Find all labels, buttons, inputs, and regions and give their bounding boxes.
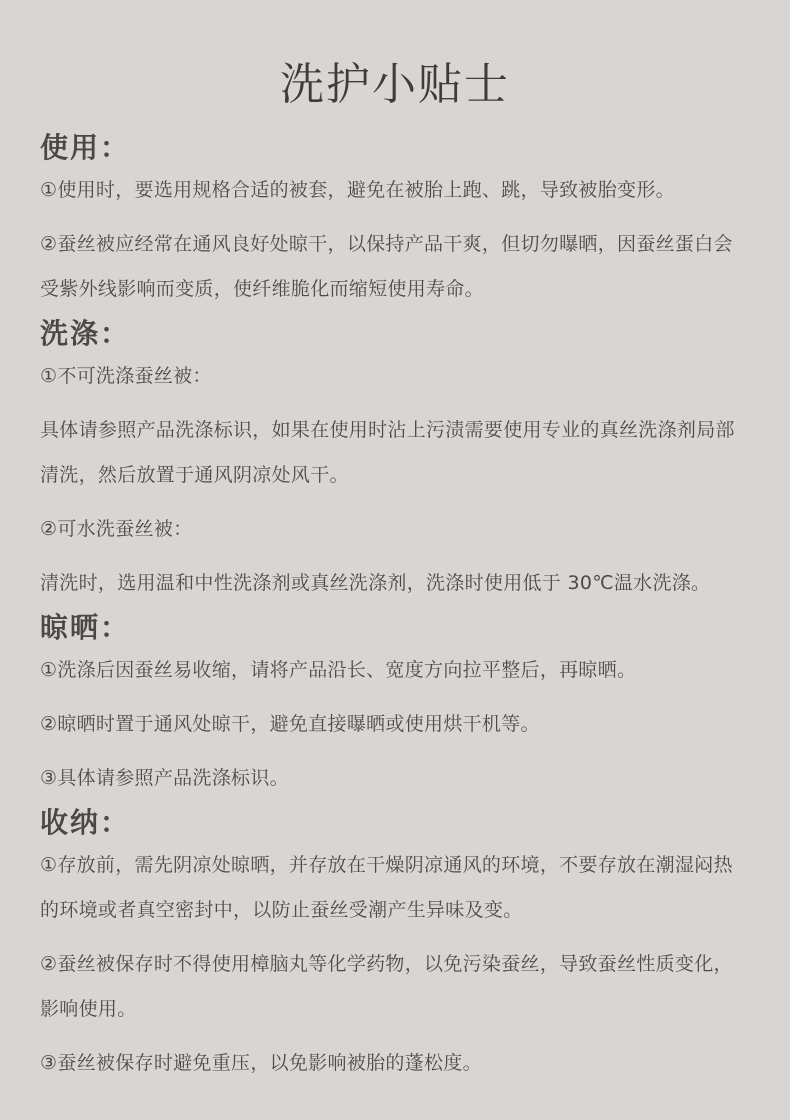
section-storage [40, 803, 750, 1086]
section-heading-storage: 收纳： [40, 806, 131, 839]
washing-tip-washable: 清洗时，选用温和中性洗涤剂或真丝洗涤剂，洗涤时使用低于 30℃温水洗涤。 [40, 572, 711, 594]
page-title: 洗护小贴士 [280, 59, 510, 110]
washing-subheading-non-washable: ①不可洗涤蚕丝被： [40, 365, 212, 387]
section-heading-drying: 晾晒： [40, 611, 131, 644]
drying-tip-1: ①洗涤后因蚕丝易收缩，请将产品沿长、宽度方向拉平整后，再晾晒。 [40, 659, 637, 681]
drying-tip-3: ③具体请参照产品洗涤标识。 [40, 767, 289, 789]
storage-tip-2: ②蚕丝被保存时不得使用樟脑丸等化学药物，以免污染蚕丝，导致蚕丝性质变化，影响使用。 [40, 953, 733, 1020]
washing-subheading-washable: ②可水洗蚕丝被： [40, 518, 193, 540]
storage-tip-1: ①存放前，需先阴凉处晾晒，并存放在干燥阴凉通风的环境，不要存放在潮湿闷热的环境或者真空密封中，以防止蚕丝受潮产生异味及变。 [40, 854, 733, 921]
usage-tip-1: ①使用时，要选用规格合适的被套，避免在被胎上跑、跳，导致被胎变形。 [40, 179, 675, 201]
section-drying [40, 608, 750, 801]
usage-tip-2: ②蚕丝被应经常在通风良好处晾干，以保持产品干爽，但切勿曝晒，因蚕丝蛋白会受紫外线影响而变质，使纤维脆化而缩短使用寿命。 [40, 233, 733, 300]
washing-tip-non-washable: 具体请参照产品洗涤标识，如果在使用时沾上污渍需要使用专业的真丝洗涤剂局部清洗，然后放置于通风阴凉处风干。 [40, 419, 735, 486]
section-heading-usage: 使用： [40, 131, 131, 164]
section-washing [40, 314, 750, 606]
section-heading-washing: 洗涤： [40, 317, 131, 350]
drying-tip-2: ②晾晒时置于通风处晾干，避免直接曝晒或使用烘干机等。 [40, 713, 540, 735]
storage-tip-3: ③蚕丝被保存时避免重压，以免影响被胎的蓬松度。 [40, 1052, 482, 1074]
section-usage [40, 128, 750, 312]
